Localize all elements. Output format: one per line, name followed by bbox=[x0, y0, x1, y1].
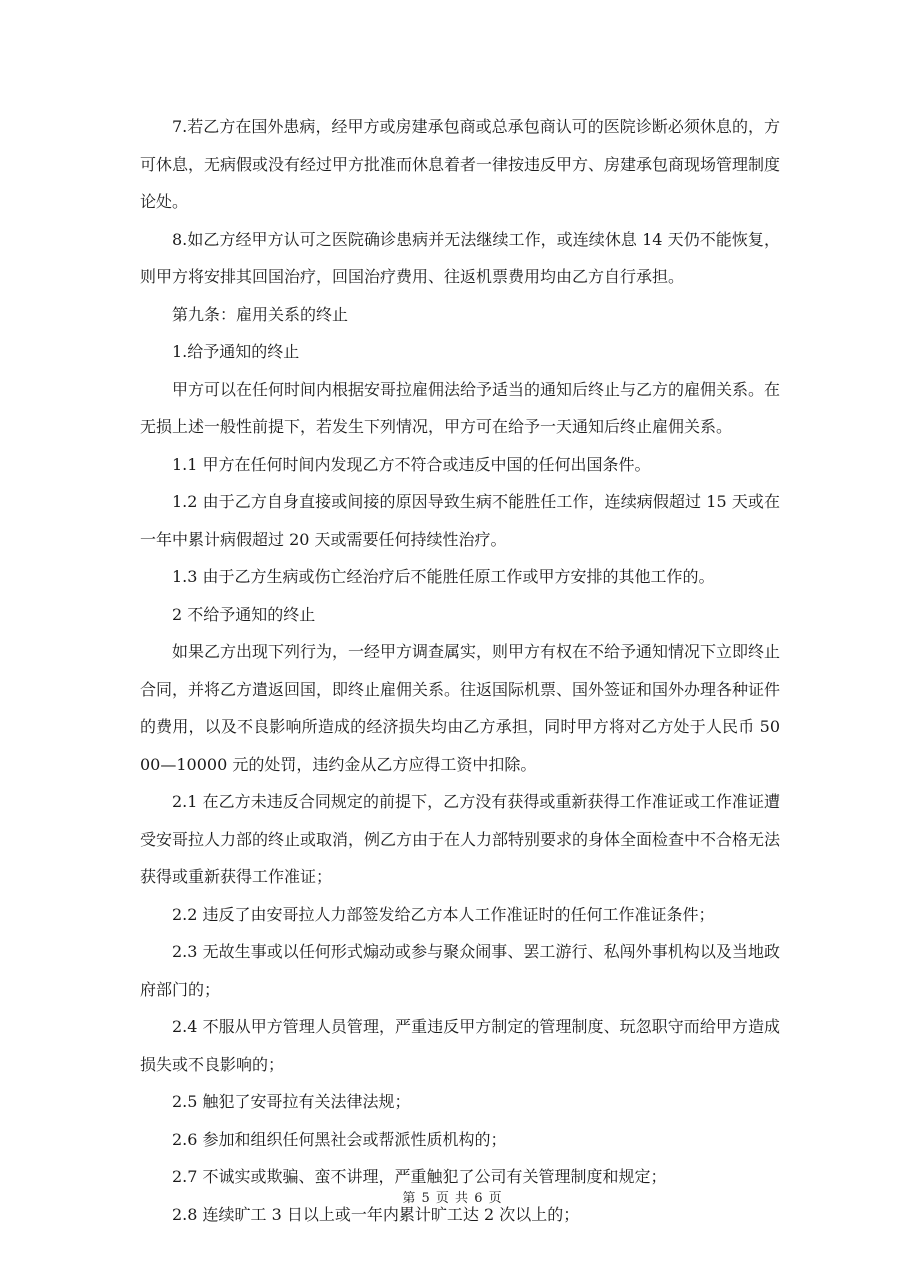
clause-2-8: 2.8 连续旷工 3 日以上或一年内累计旷工达 2 次以上的； bbox=[172, 1204, 580, 1224]
article-9-heading: 第九条：雇用关系的终止 bbox=[172, 304, 349, 324]
footer-suffix: 页 bbox=[488, 1191, 503, 1206]
clause-1-2: 1.2 由于乙方自身直接或间接的原因导致生病不能胜任工作，连续病假超过 15 天或在一年中累计病假超过 20 天或需要任何持续性治疗。 bbox=[140, 492, 780, 549]
paragraph-7-illness-abroad: 7.若乙方在国外患病，经甲方或房建承包商或总承包商认可的医院诊断必须休息的，方可休息，无病假或没有经过甲方批准而休息着者一律按违反甲方、房建承包商现场管理制度论处。 bbox=[140, 117, 781, 211]
clause-2-4: 2.4 不服从甲方管理人员管理，严重违反甲方制定的管理制度、玩忽职守而给甲方造成损失或不良影响的； bbox=[140, 1017, 780, 1074]
clause-2-2: 2.2 违反了由安哥拉人力部签发给乙方本人工作准证时的任何工作准证条件； bbox=[172, 904, 715, 924]
clause-2-1: 2.1 在乙方未违反合同规定的前提下，乙方没有获得或重新获得工作准证或工作准证遭受安哥拉人力部的终止或取消，例乙方由于在人力部特别要求的身体全面检查中不合格无法获得或重新获得工作准证； bbox=[140, 792, 781, 886]
clause-2-7: 2.7 不诚实或欺骗、蛮不讲理，严重触犯了公司有关管理制度和规定； bbox=[172, 1167, 667, 1186]
section-2-heading: 2 不给予通知的终止 bbox=[172, 604, 316, 624]
clause-2-3: 2.3 无故生事或以任何形式煽动或参与聚众闹事、罢工游行、私闯外事机构以及当地政府部门的； bbox=[140, 942, 780, 999]
clause-2-6: 2.6 参加和组织任何黑社会或帮派性质机构的； bbox=[172, 1129, 507, 1149]
document-body bbox=[140, 108, 780, 1233]
clause-1-3: 1.3 由于乙方生病或伤亡经治疗后不能胜任原工作或甲方安排的其他工作的。 bbox=[172, 567, 715, 586]
paragraph-8-return-treatment: 8.如乙方经甲方认可之医院确诊患病并无法继续工作，或连续休息 14 天仍不能恢复，则甲方将安排其回国治疗，回国治疗费用、往返机票费用均由乙方自行承担。 bbox=[140, 229, 780, 286]
clause-2-5: 2.5 触犯了安哥拉有关法律法规； bbox=[172, 1092, 411, 1111]
footer-prefix: 第 bbox=[402, 1191, 417, 1206]
page-footer bbox=[0, 1187, 905, 1206]
section-1-heading: 1.给予通知的终止 bbox=[172, 342, 300, 361]
section-2-body: 如果乙方出现下列行为，一经甲方调查属实，则甲方有权在不给予通知情况下立即终止合同，并将乙方遣返回国，即终止雇佣关系。往返国际机票、国外签证和国外办理各种证件的费用，以及不良影响所造成的经济损失均由乙方承担，同时甲方将对乙方处于人民币 5000—10000 元的处罚，违约金从乙方应得工资中扣除。 bbox=[140, 642, 781, 774]
clause-1-1: 1.1 甲方在任何时间内发现乙方不符合或违反中国的任何出国条件。 bbox=[172, 454, 651, 474]
section-1-body: 甲方可以在任何时间内根据安哥拉雇佣法给予适当的通知后终止与乙方的雇佣关系。在无损上述一般性前提下，若发生下列情况，甲方可在给予一天通知后终止雇佣关系。 bbox=[140, 379, 781, 436]
current-page-number: 5 bbox=[421, 1191, 431, 1206]
footer-middle: 页 共 bbox=[435, 1191, 470, 1206]
total-pages-number: 6 bbox=[474, 1191, 484, 1206]
